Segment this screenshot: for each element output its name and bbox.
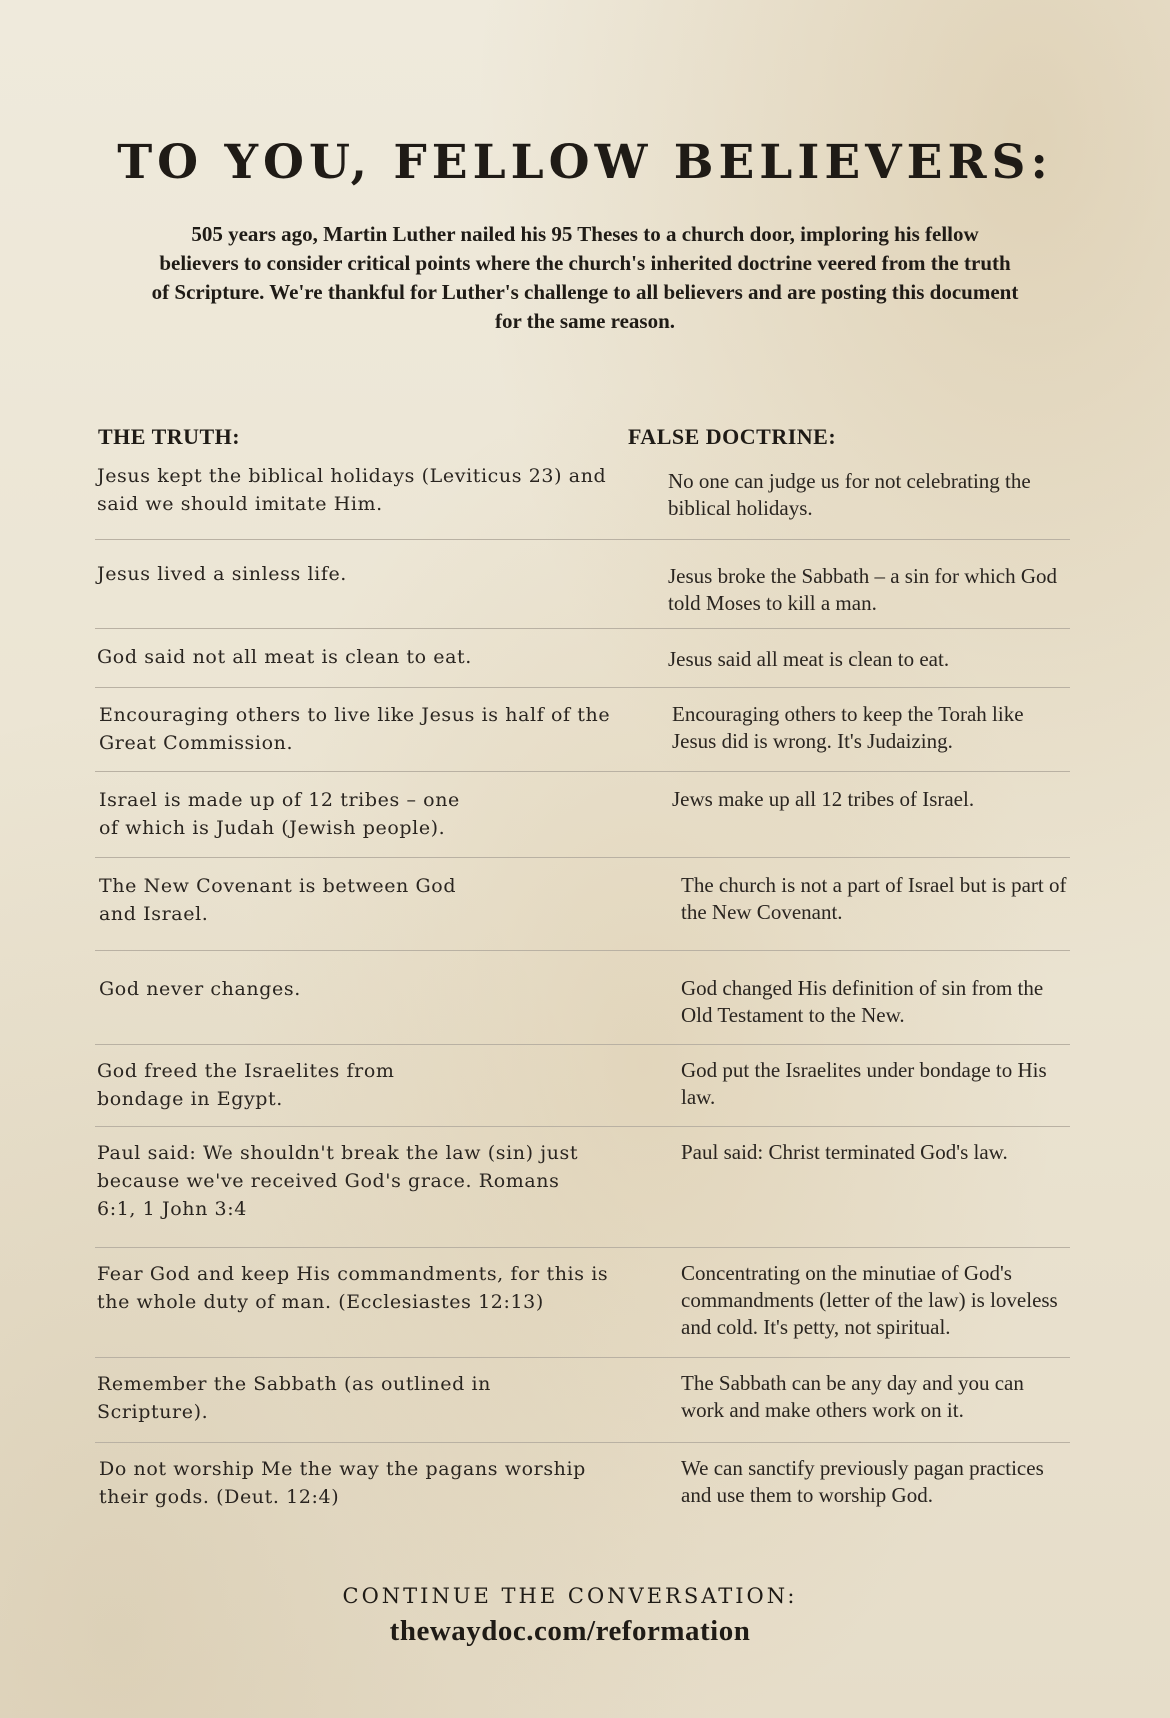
table-row: [95, 688, 1070, 772]
table-row: [95, 1443, 1070, 1523]
false-doctrine-cell: The church is not a part of Israel but is part of the New Covenant.: [681, 873, 1067, 924]
truth-cell: Jesus lived a sinless life.: [97, 563, 347, 585]
intro-paragraph: 505 years ago, Martin Luther nailed his 95 Theses to a church door, imploring his fellow believers to consider critical points where the church's inherited doctrine veered from the truth of Scripture. We're thankful for Luther's challenge to all believers and are posting this document for the same reason.: [151, 222, 1019, 333]
false-doctrine-cell: God changed His definition of sin from the Old Testament to the New.: [681, 976, 1044, 1027]
table-row: [95, 460, 1070, 540]
truth-cell: Fear God and keep His commandments, for this is the whole duty of man. (Ecclesiastes 12:13): [97, 1263, 609, 1313]
truth-cell: Paul said: We shouldn't break the law (sin) just because we've received God's grace. Romans 6:1, 1 John 3:4: [97, 1142, 579, 1220]
table-row: [95, 951, 1070, 1045]
truth-column-header: THE TRUTH:: [98, 424, 241, 449]
table-row: [95, 540, 1070, 629]
false-doctrine-cell: Jews make up all 12 tribes of Israel.: [672, 787, 975, 811]
truth-cell: Remember the Sabbath (as outlined in Scripture).: [97, 1373, 492, 1423]
false-doctrine-cell: Jesus said all meat is clean to eat.: [668, 647, 950, 671]
truth-cell: The New Covenant is between God and Israel.: [99, 875, 457, 925]
footer-url-link[interactable]: thewaydoc.com/reformation: [389, 1615, 751, 1647]
false-doctrine-column-header: FALSE DOCTRINE:: [628, 424, 837, 449]
false-doctrine-cell: The Sabbath can be any day and you can work and make others work on it.: [681, 1371, 1024, 1422]
false-doctrine-cell: Encouraging others to keep the Torah like Jesus did is wrong. It's Judaizing.: [672, 702, 1024, 753]
false-doctrine-cell: God put the Israelites under bondage to His law.: [681, 1058, 1047, 1109]
truth-cell: Jesus kept the biblical holidays (Leviticus 23) and said we should imitate Him.: [97, 465, 607, 515]
false-doctrine-cell: No one can judge us for not celebrating the biblical holidays.: [668, 469, 1031, 520]
truth-cell: God said not all meat is clean to eat.: [97, 646, 472, 668]
truth-cell: God never changes.: [99, 978, 301, 1000]
truth-cell: God freed the Israelites from bondage in Egypt.: [97, 1060, 395, 1110]
table-row: [95, 1045, 1070, 1127]
false-doctrine-cell: Paul said: Christ terminated God's law.: [681, 1140, 1008, 1164]
table-row: [95, 1358, 1070, 1443]
false-doctrine-cell: We can sanctify previously pagan practices and use them to worship God.: [681, 1456, 1044, 1507]
footer-label: CONTINUE THE CONVERSATION:: [342, 1584, 798, 1608]
table-row: [95, 772, 1070, 858]
table-row: [95, 858, 1070, 951]
page-title: TO YOU, FELLOW BELIEVERS:: [117, 135, 1053, 190]
table-row: [95, 1127, 1070, 1248]
truth-cell: Do not worship Me the way the pagans worship their gods. (Deut. 12:4): [99, 1458, 586, 1508]
truth-cell: Israel is made up of 12 tribes – one of which is Judah (Jewish people).: [99, 789, 460, 839]
truth-cell: Encouraging others to live like Jesus is half of the Great Commission.: [99, 704, 611, 754]
table-row: [95, 629, 1070, 688]
comparison-table: [95, 460, 1070, 1523]
false-doctrine-cell: Concentrating on the minutiae of God's commandments (letter of the law) is loveless and cold. It's petty, not spiritual.: [681, 1261, 1058, 1339]
false-doctrine-cell: Jesus broke the Sabbath – a sin for which God told Moses to kill a man.: [668, 564, 1058, 615]
table-row: [95, 1248, 1070, 1358]
